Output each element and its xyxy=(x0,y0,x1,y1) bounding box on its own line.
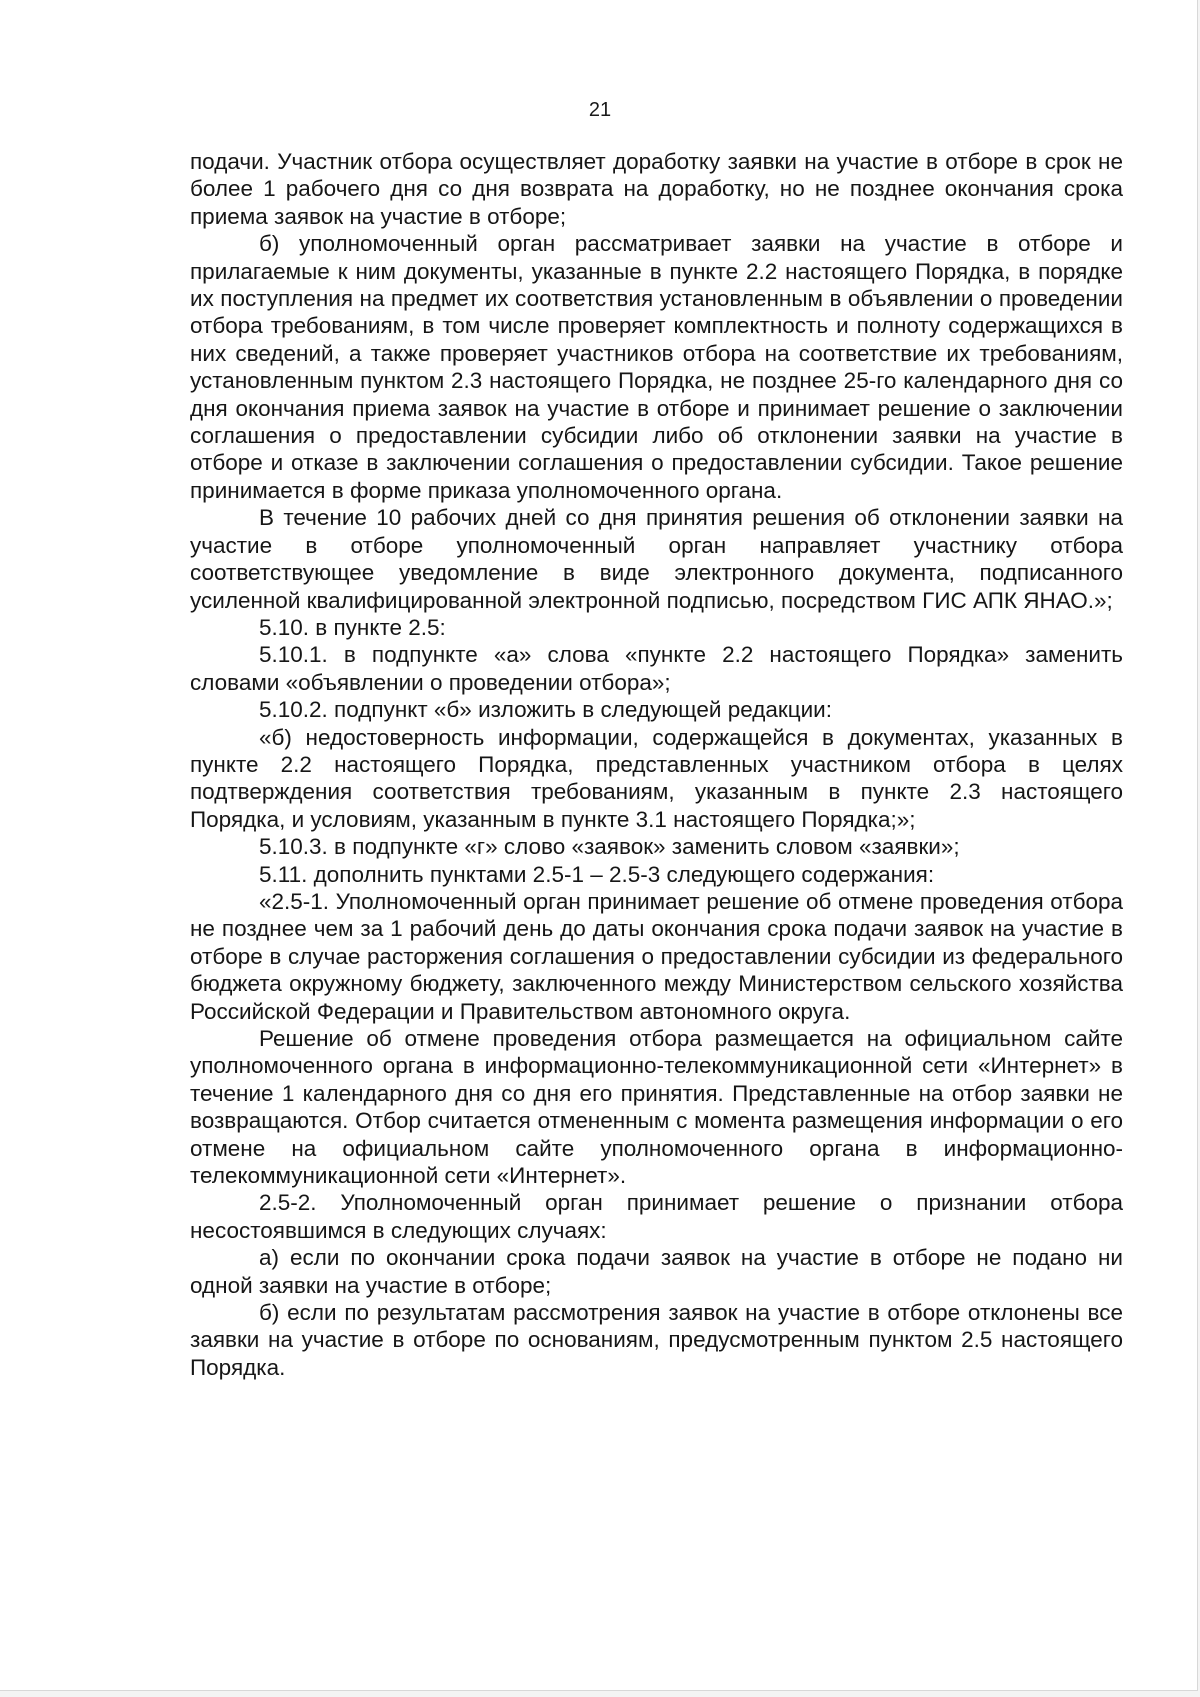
paragraph-case-b: б) если по результатам рассмотрения заявок на участие в отборе отклонены все заявки на участие в отборе по основаниям, предусмотренным пунктом 2.5 настоящего Порядка. xyxy=(190,1300,1123,1380)
paragraph-cancellation-publication: Решение об отмене проведения отбора размещается на официальном сайте уполномоченного органа в информационно-телекоммуникационной сети «Интернет» в течение 1 календарного дня со дня его принятия. Представленные на отбор заявки не возвращаются. Отбор считается отмененным с момента размещения информации о его отмене на официальном сайте уполномоченного органа в информационно-телекоммуникационной сети «Интернет». xyxy=(190,1026,1123,1189)
paragraph-amendment-5-10-3: 5.10.3. в подпункте «г» слово «заявок» заменить словом «заявки»; xyxy=(259,834,960,860)
paragraph-amendment-5-10-2: 5.10.2. подпункт «б» изложить в следующей редакции: xyxy=(259,697,832,723)
paragraph-amendment-5-10: 5.10. в пункте 2.5: xyxy=(259,614,446,640)
document-body xyxy=(190,148,1123,1381)
paragraph-amendment-5-11: 5.11. дополнить пунктами 2.5-1 – 2.5-3 следующего содержания: xyxy=(259,861,935,887)
paragraph-rejection-notice: В течение 10 рабочих дней со дня принятия решения об отклонении заявки на участие в отборе уполномоченный орган направляет участнику отбора соответствующее уведомление в виде электронного документа, подписанного усиленной квалифицированной электронной подписью, посредством ГИС АПК ЯНАО.»; xyxy=(190,505,1123,613)
paragraph-clause-2-5-2: 2.5-2. Уполномоченный орган принимает решение о признании отбора несостоявшимся в следующих случаях: xyxy=(190,1190,1123,1243)
paragraph-clause-2-5-1: «2.5-1. Уполномоченный орган принимает решение об отмене проведения отбора не позднее чем за 1 рабочий день до даты окончания срока подачи заявок на участие в отборе в случае расторжения соглашения о предоставлении субсидии из федерального бюджета окружному бюджету, заключенного между Министерством сельского хозяйства Российской Федерации и Правительством автономного округа. xyxy=(190,888,1123,1024)
paragraph-continuation: подачи. Участник отбора осуществляет доработку заявки на участие в отборе в срок не более 1 рабочего дня со дня возврата на доработку, но не позднее окончания срока приема заявок на участие в отборе; xyxy=(190,149,1123,229)
paragraph-amendment-5-10-1: 5.10.1. в подпункте «а» слова «пункте 2.2 настоящего Порядка» заменить словами «объявлении о проведении отбора»; xyxy=(190,642,1123,695)
page-number: 21 xyxy=(588,99,612,121)
paragraph-case-a: а) если по окончании срока подачи заявок на участие в отборе не подано ни одной заявки на участие в отборе; xyxy=(190,1245,1123,1298)
paragraph-item-b-review: б) уполномоченный орган рассматривает заявки на участие в отборе и прилагаемые к ним документы, указанные в пункте 2.2 настоящего Порядка, в порядке их поступления на предмет их соответствия установленным в объявлении о проведении отбора требованиям, в том числе проверяет комплектность и полноту содержащихся в них сведений, а также проверяет участников отбора на соответствие их требованиям, установленным пунктом 2.3 настоящего Порядка, не позднее 25-го календарного дня со дня окончания приема заявок на участие в отборе и принимает решение о заключении соглашения о предоставлении субсидии либо об отклонении заявки на участие в отборе и отказе в заключении соглашения о предоставлении субсидии. Такое решение принимается в форме приказа уполномоченного органа. xyxy=(190,231,1123,503)
paragraph-item-b-unreliable-info: «б) недостоверность информации, содержащейся в документах, указанных в пункте 2.2 настоящего Порядка, представленных участником отбора в целях подтверждения соответствия требованиям, указанным в пункте 2.3 настоящего Порядка, и условиям, указанным в пункте 3.1 настоящего Порядка;»; xyxy=(190,724,1123,832)
